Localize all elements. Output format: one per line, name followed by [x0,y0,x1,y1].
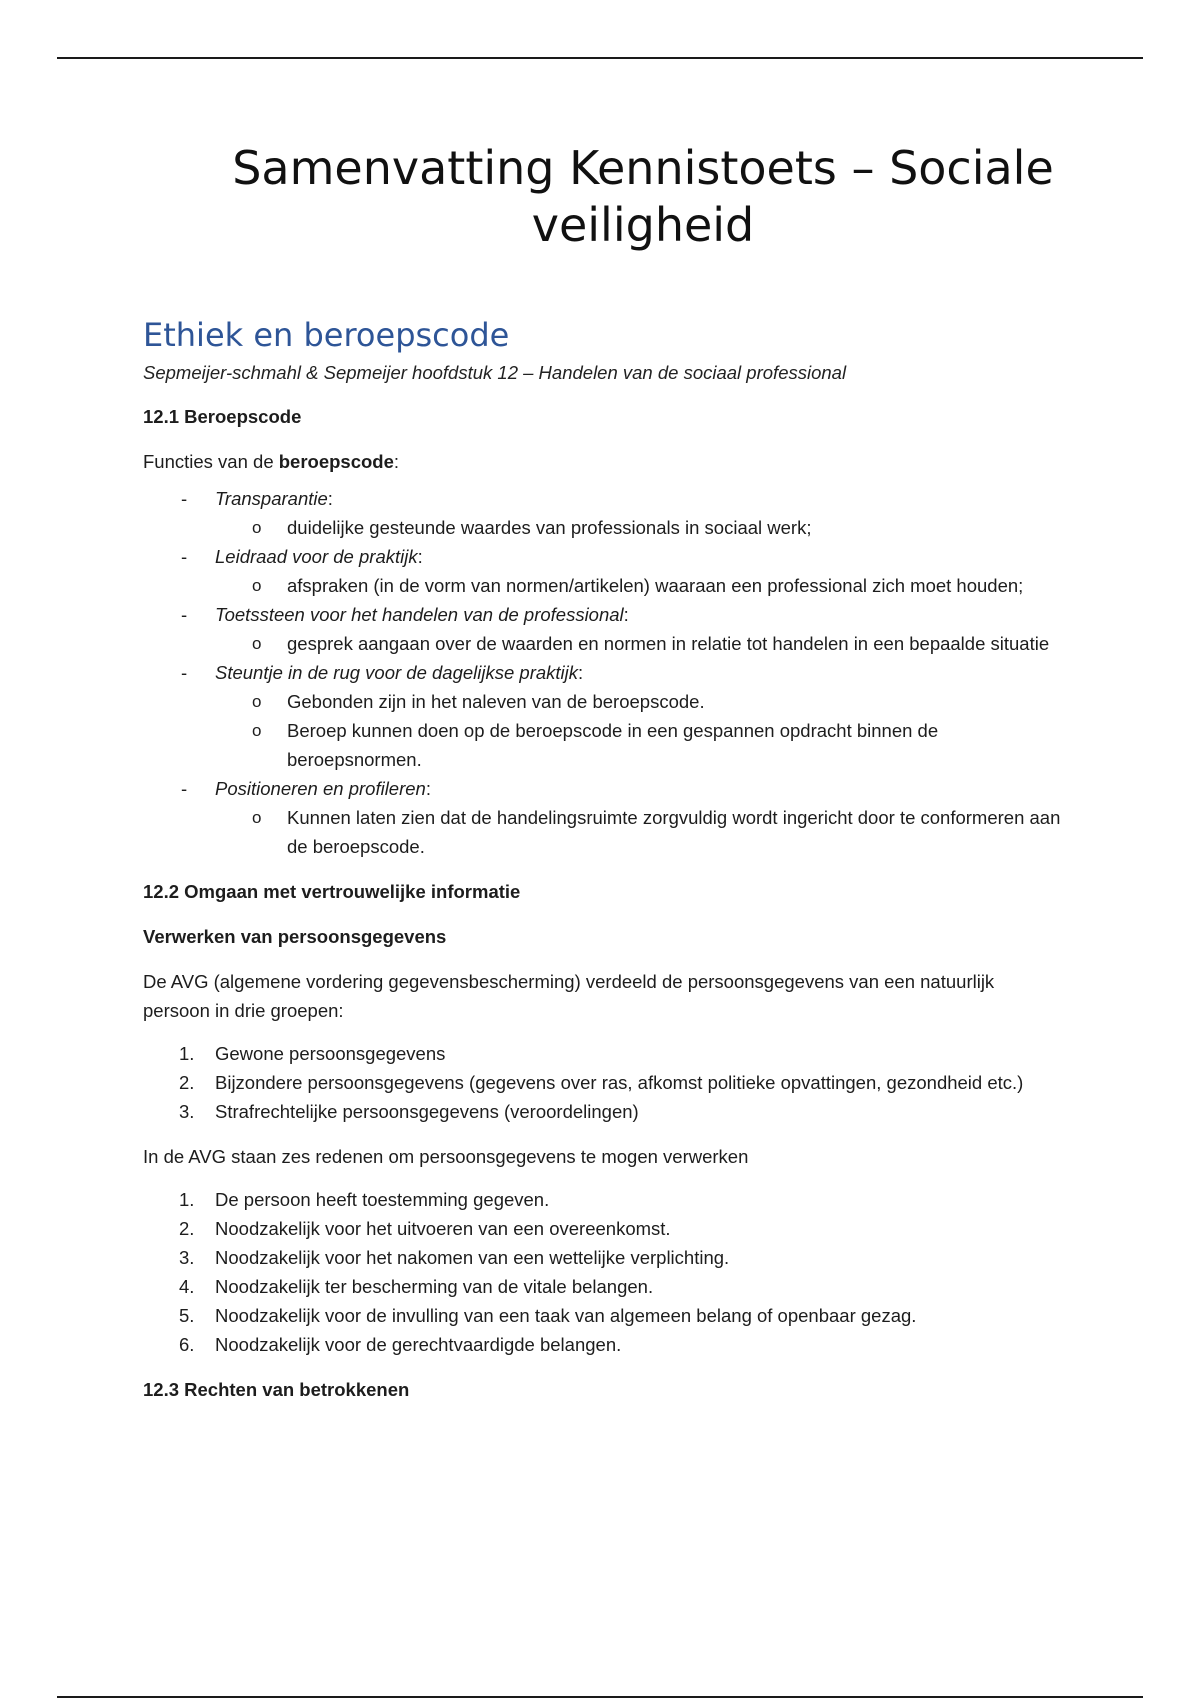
heading-12-3: 12.3 Rechten van betrokkenen [143,1379,410,1400]
sub-item-text: afspraken (in de vorm van normen/artikelen) waaraan een professional zich moet houden; [287,575,1024,596]
sub-list [215,629,1063,658]
list-item-text: Strafrechtelijke persoonsgegevens (veroordelingen) [215,1101,639,1122]
list-item-text: Noodzakelijk voor de invulling van een taak van algemeen belang of openbaar gezag. [215,1305,917,1326]
colon: : [623,604,629,625]
list-number: 3. [179,1101,195,1122]
sub-item-text: gesprek aangaan over de waarden en normen in relatie tot handelen in een bepaalde situatie [287,633,1050,654]
list-item [143,1272,1063,1301]
functions-list [143,484,1063,861]
sub-list-item [215,513,1063,542]
sub-item-text: Gebonden zijn in het naleven van de beroepscode. [287,691,705,712]
list-number: 4. [179,1276,195,1297]
function-term: Steuntje in de rug voor de dagelijkse praktijk [215,662,579,683]
list-number: 5. [179,1305,195,1326]
function-term: Leidraad voor de praktijk [215,546,418,567]
sub-list [215,803,1063,861]
list-number: 3. [179,1247,195,1268]
colon: : [327,488,333,509]
list-item [143,1185,1063,1214]
list-item [143,484,1063,542]
sub-list-item [215,571,1063,600]
list-item-text: Gewone persoonsgegevens [215,1043,446,1064]
list-number: 1. [179,1189,195,1210]
list-item-text: Noodzakelijk voor het nakomen van een wettelijke verplichting. [215,1247,730,1268]
sub-list [215,687,1063,774]
reasons-list [143,1185,1063,1359]
circle-bullet: o [252,634,262,653]
function-term: Transparantie [215,488,328,509]
sub-list-item [215,687,1063,716]
circle-bullet: o [252,721,262,740]
list-item [143,1214,1063,1243]
list-item-text: Noodzakelijk ter bescherming van de vitale belangen. [215,1276,654,1297]
function-term: Toetssteen voor het handelen van de professional [215,604,624,625]
sub-item-text: Kunnen laten zien dat de handelingsruimte zorgvuldig wordt ingericht door te conformeren aan de beroepscode. [287,807,1061,857]
dash-bullet: - [181,778,188,799]
list-item-text: Noodzakelijk voor het uitvoeren van een overeenkomst. [215,1218,671,1239]
section-subtitle: Sepmeijer-schmahl & Sepmeijer hoofdstuk 12 – Handelen van de sociaal professional [143,362,847,383]
circle-bullet: o [252,692,262,711]
list-item [143,658,1063,774]
list-item [143,1039,1063,1068]
bottom-rule [57,1696,1143,1698]
list-number: 6. [179,1334,195,1355]
subheading-persoonsgegevens: Verwerken van persoonsgegevens [143,926,447,947]
list-item [143,600,1063,658]
circle-bullet: o [252,808,262,827]
sub-list-item [215,629,1063,658]
sub-item-text: Beroep kunnen doen op de beroepscode in een gespannen opdracht binnen de beroepsnormen. [287,720,939,770]
list-item [143,1330,1063,1359]
groups-list [143,1039,1063,1126]
sub-list [215,513,1063,542]
list-number: 2. [179,1072,195,1093]
intro-suffix: : [393,451,400,472]
list-item [143,1301,1063,1330]
circle-bullet: o [252,576,262,595]
functions-intro [143,447,1063,476]
list-item [143,1068,1063,1097]
sub-list [215,571,1063,600]
heading-12-1: 12.1 Beroepscode [143,406,302,427]
sub-item-text: duidelijke gesteunde waardes van professionals in sociaal werk; [287,517,812,538]
list-number: 1. [179,1043,195,1064]
reasons-intro: In de AVG staan zes redenen om persoonsgegevens te mogen verwerken [143,1146,749,1167]
list-item [143,1243,1063,1272]
list-item-text: Bijzondere persoonsgegevens (gegevens over ras, afkomst politieke opvattingen, gezondheid etc.) [215,1072,1024,1093]
dash-bullet: - [181,604,188,625]
list-item [143,774,1063,861]
colon: : [417,546,423,567]
list-item [143,542,1063,600]
function-term: Positioneren en profileren [215,778,426,799]
list-item-text: Noodzakelijk voor de gerechtvaardigde belangen. [215,1334,622,1355]
document-title: Samenvatting Kennistoets – Sociale veiligheid [232,141,1054,252]
colon: : [578,662,584,683]
document-page [143,140,1063,1404]
heading-12-2: 12.2 Omgaan met vertrouwelijke informatie [143,881,521,902]
section-heading: Ethiek en beroepscode [143,316,510,354]
dash-bullet: - [181,546,188,567]
list-item-text: De persoon heeft toestemming gegeven. [215,1189,550,1210]
top-rule [57,57,1143,59]
colon: : [425,778,431,799]
intro-prefix: Functies van de [143,451,279,472]
list-number: 2. [179,1218,195,1239]
avg-intro: De AVG (algemene vordering gegevensbescherming) verdeeld de persoonsgegevens van een natuurlijk persoon in drie groepen: [143,971,995,1021]
dash-bullet: - [181,488,188,509]
intro-bold-term: beroepscode [278,451,394,472]
list-item [143,1097,1063,1126]
circle-bullet: o [252,518,262,537]
sub-list-item [215,803,1063,861]
sub-list-item [215,716,1063,774]
dash-bullet: - [181,662,188,683]
